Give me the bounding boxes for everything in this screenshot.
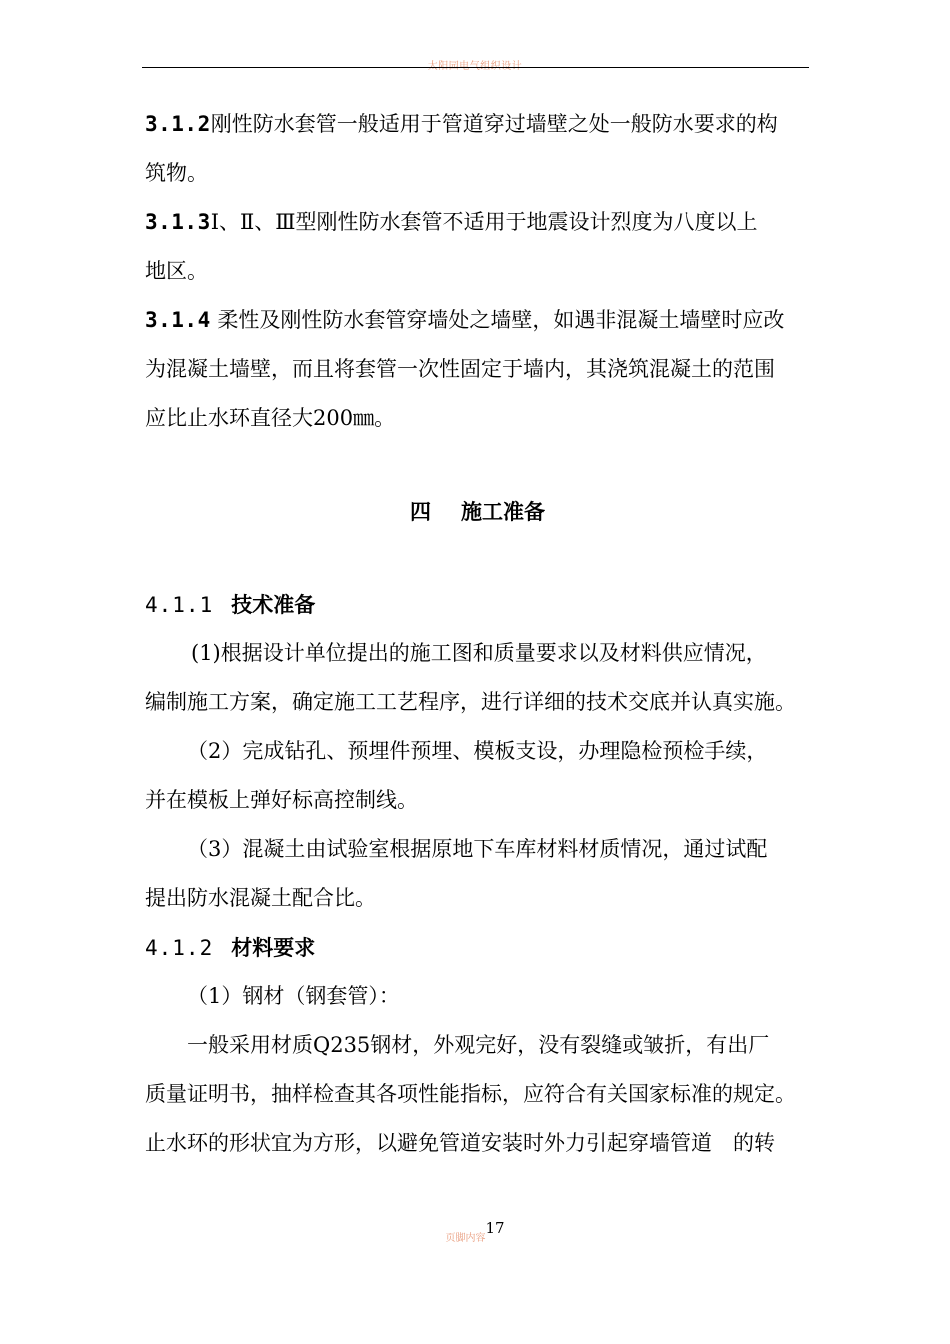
clause-number: 3.1.2 — [145, 112, 211, 136]
subsection-heading-4-1-2 — [145, 923, 810, 972]
spacer — [145, 536, 810, 580]
item-line: 质量证明书，抽样检查其各项性能指标，应符合有关国家标准的规定。 — [145, 1082, 796, 1106]
spacer — [145, 443, 810, 487]
item-line: （2）完成钻孔、预埋件预埋、模板支设，办理隐检预检手续， — [187, 739, 768, 763]
subsection-number: 4.1.1 — [145, 593, 214, 617]
material-item-label: （1）钢材（钢套管）： — [187, 984, 400, 1008]
item-line: 止水环的形状宜为方形，以避免管道安装时外力引起穿墙管道 的转 — [145, 1131, 775, 1155]
clause-number: 3.1.4 — [145, 308, 211, 332]
clause-line: 为混凝土墙壁，而且将套管一次性固定于墙内，其浇筑混凝土的范围 — [145, 357, 775, 381]
page-number: 17 — [485, 1219, 505, 1237]
section-number: 四 — [410, 499, 431, 524]
item-line: (1)根据设计单位提出的施工图和质量要求以及材料供应情况， — [191, 641, 767, 665]
item-line: 并在模板上弹好标高控制线。 — [145, 788, 418, 812]
section-title — [145, 487, 810, 536]
subsection-number: 4.1.2 — [145, 936, 214, 960]
subsection-title: 技术准备 — [231, 592, 316, 617]
clause-line — [145, 100, 810, 149]
clause-line: 筑物。 — [145, 161, 208, 185]
clause-text: Ⅰ、Ⅱ、Ⅲ型刚性防水套管不适用于地震设计烈度为八度以上 — [210, 210, 758, 234]
item-line: 编制施工方案，确定施工工艺程序，进行详细的技术交底并认真实施。 — [145, 690, 796, 714]
tech-prep-item-3 — [145, 825, 810, 923]
clause-number: 3.1.3 — [145, 210, 211, 234]
header-text: 太阳园电气组织设计 — [427, 61, 523, 72]
clause-line: 应比止水环直径大200㎜。 — [145, 406, 396, 430]
subsection-title: 材料要求 — [231, 935, 316, 960]
tech-prep-item-2 — [145, 727, 810, 825]
clause-line: 地区。 — [145, 259, 208, 283]
document-body — [145, 100, 810, 1168]
clause-line — [145, 296, 810, 345]
item-line: 提出防水混凝土配合比。 — [145, 886, 376, 910]
section-title-text: 施工准备 — [461, 499, 545, 524]
tech-prep-item-1 — [145, 629, 810, 727]
material-paragraph — [145, 1021, 810, 1168]
page-footer — [0, 1219, 950, 1245]
clause-text: 刚性防水套管一般适用于管道穿过墙壁之处一般防水要求的构 — [210, 112, 778, 136]
subsection-heading-4-1-1 — [145, 580, 810, 629]
footer-label: 页脚内容 — [445, 1233, 486, 1244]
clause-3-1-4 — [145, 296, 810, 443]
clause-3-1-3 — [145, 198, 810, 296]
clause-line — [145, 198, 810, 247]
item-line: 一般采用材质Q235钢材，外观完好，没有裂缝或皱折，有出厂 — [187, 1033, 770, 1057]
clause-text: 柔性及刚性防水套管穿墙处之墙壁，如遇非混凝土墙壁时应改 — [210, 308, 785, 332]
clause-3-1-2 — [145, 100, 810, 198]
item-line: （3）混凝土由试验室根据原地下车库材料材质情况，通过试配 — [187, 837, 768, 861]
header-rule — [142, 67, 809, 68]
